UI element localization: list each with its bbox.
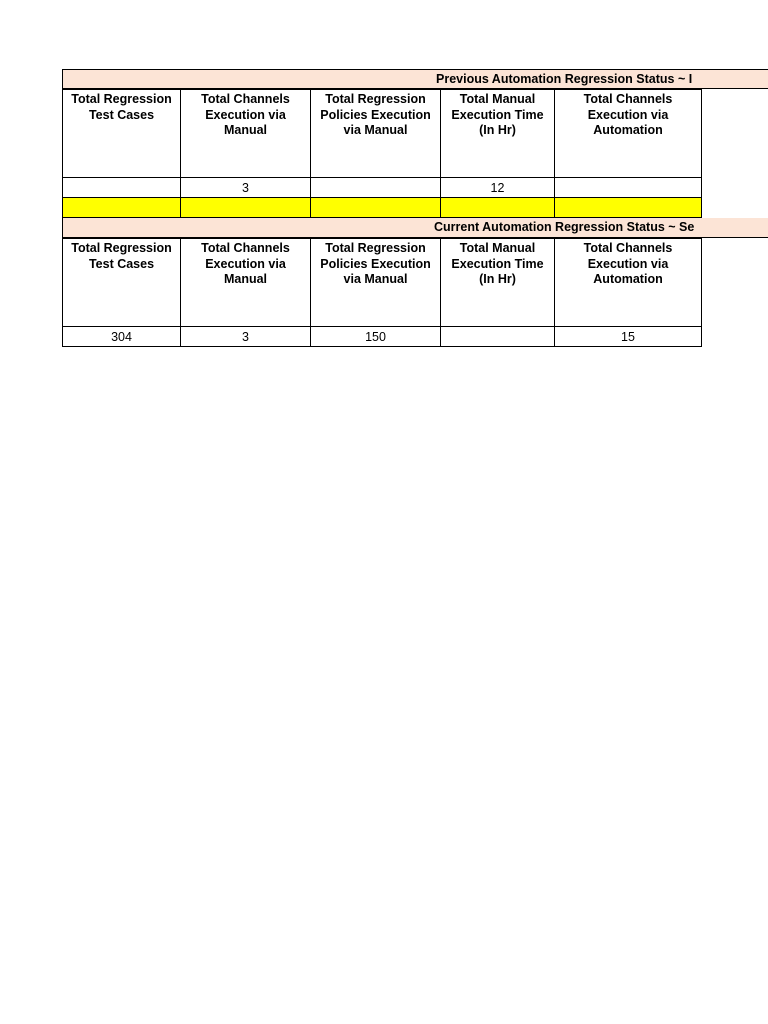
- header-cell[interactable]: Total Regression Policies Execution via Manual: [311, 90, 441, 178]
- highlight-row: [63, 198, 702, 218]
- current-status-title-row: [62, 218, 768, 238]
- value-cell[interactable]: 304: [63, 327, 181, 347]
- header-cell[interactable]: Total Regression Policies Execution via Manual: [311, 239, 441, 327]
- current-status-table: [62, 238, 702, 347]
- previous-status-title: Previous Automation Regression Status ~ I: [436, 72, 693, 86]
- header-cell[interactable]: Total Manual Execution Time (In Hr): [441, 239, 555, 327]
- previous-status-table: [62, 89, 702, 218]
- value-cell[interactable]: 3: [181, 178, 311, 198]
- value-cell[interactable]: 3: [181, 327, 311, 347]
- current-header-row: [63, 239, 702, 327]
- header-cell[interactable]: Total Channels Execution via Manual: [181, 90, 311, 178]
- value-cell[interactable]: [311, 178, 441, 198]
- header-cell[interactable]: Total Regression Test Cases: [63, 239, 181, 327]
- header-cell[interactable]: Total Regression Test Cases: [63, 90, 181, 178]
- header-cell[interactable]: Total Channels Execution via Automation: [555, 239, 702, 327]
- previous-header-row: [63, 90, 702, 178]
- value-cell[interactable]: 15: [555, 327, 702, 347]
- highlight-cell[interactable]: [441, 198, 555, 218]
- value-cell[interactable]: 150: [311, 327, 441, 347]
- header-cell[interactable]: Total Channels Execution via Manual: [181, 239, 311, 327]
- value-cell[interactable]: [555, 178, 702, 198]
- highlight-cell[interactable]: [181, 198, 311, 218]
- previous-status-title-row: [62, 69, 768, 89]
- value-cell[interactable]: 12: [441, 178, 555, 198]
- value-cell[interactable]: [63, 178, 181, 198]
- current-status-title: Current Automation Regression Status ~ Se: [434, 220, 695, 234]
- highlight-cell[interactable]: [63, 198, 181, 218]
- value-cell[interactable]: [441, 327, 555, 347]
- previous-value-row: [63, 178, 702, 198]
- header-cell[interactable]: Total Manual Execution Time (In Hr): [441, 90, 555, 178]
- header-cell[interactable]: Total Channels Execution via Automation: [555, 90, 702, 178]
- spreadsheet: [62, 69, 768, 347]
- highlight-cell[interactable]: [311, 198, 441, 218]
- highlight-cell[interactable]: [555, 198, 702, 218]
- current-value-row: [63, 327, 702, 347]
